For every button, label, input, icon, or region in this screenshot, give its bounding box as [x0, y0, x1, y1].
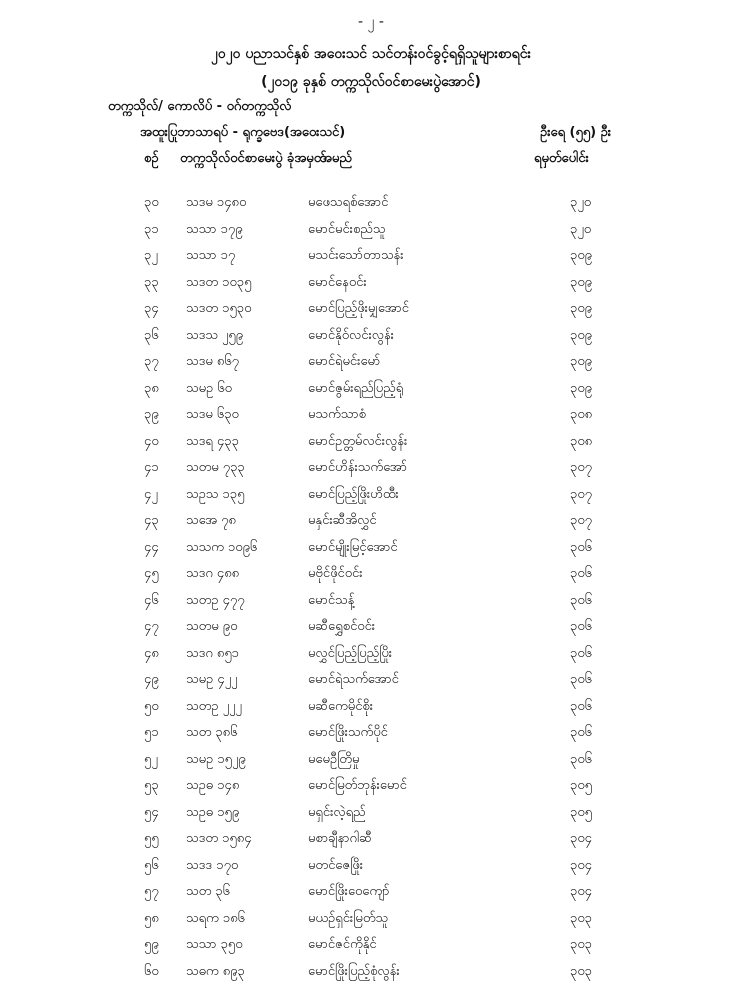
total-marks: ၃၀၆	[570, 618, 592, 637]
table-row	[0, 296, 742, 323]
total-marks: ၃၀၈	[570, 433, 592, 452]
department-line: တက္ကသိုလ်/ ကောလိပ် - ဝဂ်တက္ကသိုလ်	[108, 98, 291, 117]
table-row	[0, 641, 742, 668]
roll-number: သဥသ ၁၃၅	[186, 486, 244, 505]
results-table	[0, 190, 742, 985]
total-marks: ၃၀၉	[570, 353, 592, 372]
row-number: ၅၇	[144, 883, 159, 902]
student-name: မောင်ပြည့်ဖိုးမျှအောင်	[308, 300, 409, 319]
roll-number: သရက ၁၈၆	[186, 910, 245, 929]
table-row	[0, 535, 742, 562]
total-marks: ၃၀၃	[570, 963, 592, 982]
row-number: ၅၆	[144, 857, 159, 876]
total-marks: ၃၀၆	[570, 565, 592, 584]
student-name: မောင်နိုဝ်လင်းလွန်း	[308, 327, 394, 346]
row-number: ၄၉	[144, 671, 159, 690]
table-row	[0, 959, 742, 985]
student-name: မောင်ဇင်ကိုနိုင်	[308, 936, 377, 955]
total-marks: ၃၀၄	[570, 857, 592, 876]
row-number: ၅၄	[144, 804, 159, 823]
student-name: မောင်ဖြိုးဝေကျော်	[308, 883, 390, 902]
total-marks: ၃၀၉	[570, 327, 592, 346]
row-number: ၄၃	[144, 512, 159, 531]
total-marks: ၃၀၇	[570, 512, 592, 531]
total-marks: ၃၀၆	[570, 698, 592, 717]
total-marks: ၃၀၆	[570, 539, 592, 558]
roll-number: သတ ၃၈၆	[186, 724, 237, 743]
row-number: ၅၁	[144, 724, 159, 743]
total-marks: ၃၀၄	[570, 830, 592, 849]
student-name: မောင်ဖြိုးပြည့်စုံလွန်း	[308, 963, 400, 982]
total-marks: ၃၀၆	[570, 592, 592, 611]
row-number: ၄၂	[144, 486, 158, 505]
table-row	[0, 376, 742, 403]
roll-number: သဒတ ၁၅၃၀	[186, 300, 251, 319]
roll-number: သဥဓ ၁၅၉	[186, 804, 239, 823]
table-row	[0, 349, 742, 376]
roll-number: သသာ ၁၇၉	[186, 221, 243, 240]
row-number: ၃၄	[144, 300, 159, 319]
roll-number: သတ ၃၆	[186, 883, 230, 902]
roll-number: သတမ ၉၀	[186, 618, 237, 637]
total-marks: ၃၀၉	[570, 274, 592, 293]
row-number: ၅၃	[144, 777, 159, 796]
row-number: ၅၅	[144, 830, 159, 849]
student-name: မမေဦတြိမှု	[308, 751, 359, 770]
row-number: ၄၇	[144, 618, 159, 637]
total-marks: ၃၀၇	[570, 459, 592, 478]
roll-number: သဒမ ၈၆၇	[186, 353, 239, 372]
table-row	[0, 932, 742, 959]
total-marks: ၃၀၉	[570, 380, 592, 399]
row-number: ၅၀	[144, 698, 159, 717]
row-number: ၅၉	[144, 936, 159, 955]
row-number: ၅၈	[144, 910, 159, 929]
table-row	[0, 270, 742, 297]
total-marks: ၃၀၃	[570, 936, 592, 955]
header-total-marks: ရမှတ်ပေါင်း	[534, 150, 589, 169]
student-name: မသက်သာစံ	[308, 406, 366, 425]
roll-number: သဒဒ ၁၇၀	[186, 857, 238, 876]
total-marks: ၃၀၃	[570, 910, 592, 929]
major-subject-line: အထူးပြုဘာသာရပ် - ရုက္ခဗေဒ(အဝေးသင်)	[140, 124, 345, 143]
roll-number: သဓက ၈၉၃	[186, 963, 245, 982]
table-row	[0, 720, 742, 747]
total-marks: ၃၀၆	[570, 724, 592, 743]
row-number: ၆၀	[144, 963, 159, 982]
student-name: မဆီကေမိုင်စိုး	[308, 698, 373, 717]
table-row	[0, 588, 742, 615]
student-name: မောင်ဟိန်းသက်အော်	[308, 459, 407, 478]
roll-number: သဥဓ ၁၄၈	[186, 777, 239, 796]
row-number: ၃၃	[144, 274, 159, 293]
total-marks: ၃၂၀	[570, 194, 591, 213]
total-marks: ၃၀၉	[570, 247, 592, 266]
table-row	[0, 190, 742, 217]
table-row	[0, 667, 742, 694]
roll-number: သသက ၁၀၉၆	[186, 539, 257, 558]
student-name: မောင်ပြည့်ဖြိုးဟိထီး	[308, 486, 399, 505]
row-number: ၃၁	[144, 221, 159, 240]
total-marks: ၃၀၅	[570, 804, 592, 823]
table-row	[0, 455, 742, 482]
table-row	[0, 482, 742, 509]
student-name: မတင်ဇေဖြိုး	[308, 857, 363, 876]
document-title: ၂၀၂၀ ပညာသင်နှစ် အဝေးသင် သင်တန်းဝင်ခွင့်ရရှိသူများစာရင်း	[0, 44, 742, 65]
roll-number: သဒမ ၆၃၀	[186, 406, 239, 425]
roll-number: သအေ ၇၈	[186, 512, 236, 531]
row-number: ၃၀	[144, 194, 159, 213]
table-row	[0, 402, 742, 429]
page-number: - ၂ -	[0, 12, 742, 33]
table-row	[0, 800, 742, 827]
row-number: ၃၆	[144, 327, 159, 346]
student-name: မဗိုင်ဖိုင်ဝင်း	[308, 565, 363, 584]
roll-number: သဒတ ၁၀၃၅	[186, 274, 251, 293]
roll-number: သဒဂ ၄၈၈	[186, 565, 239, 584]
total-marks: ၃၀၆	[570, 751, 592, 770]
roll-number: သတဥ ၄၇၇	[186, 592, 245, 611]
student-name: မသင်းသော်တာသန်း	[308, 247, 404, 266]
header-roll-number: တက္ကသိုလ်ဝင်စာမေးပွဲ ခုံအမှတ်	[180, 150, 310, 168]
student-name: မလွှင်ပြည့်ပြည့်ပြိုး	[308, 645, 392, 664]
student-name: မောင်ရဲသက်အောင်	[308, 671, 399, 690]
roll-number: သမဥ ၆၀	[186, 380, 232, 399]
student-name: မောင်ဖြိုးသက်ပိုင်	[308, 724, 388, 743]
student-name: မောင်ရဲမင်းမော်	[308, 353, 380, 372]
student-count: ဦးရေ (၅၅) ဦး	[540, 124, 611, 143]
roll-number: သတဥ ၂၂၂	[186, 698, 242, 717]
roll-number: သဒမ ၁၄၈၀	[186, 194, 246, 213]
table-row	[0, 826, 742, 853]
row-number: ၅၂	[144, 751, 158, 770]
student-name: မောင်သန့်	[308, 592, 354, 611]
student-name: မစာချီနာဂါဆီ	[308, 830, 372, 849]
total-marks: ၃၀၆	[570, 671, 592, 690]
total-marks: ၃၀၇	[570, 486, 592, 505]
table-row	[0, 853, 742, 880]
table-row	[0, 694, 742, 721]
table-row	[0, 747, 742, 774]
row-number: ၃၇	[144, 353, 159, 372]
total-marks: ၃၀၈	[570, 406, 592, 425]
student-name: မနှင်းဆီအိလွှင်	[308, 512, 377, 531]
student-name: မဆီရွှေစင်ဝင်း	[308, 618, 375, 637]
roll-number: သဒရ ၄၃၃	[186, 433, 239, 452]
roll-number: သဒတ ၁၅၈၄	[186, 830, 252, 849]
row-number: ၃၉	[144, 406, 159, 425]
total-marks: ၃၀၆	[570, 645, 592, 664]
student-name: မယဥ်ရှင်းမြတ်သူ	[308, 910, 388, 929]
student-name: မောင်မင်းစည်သူ	[308, 221, 385, 240]
row-number: ၄၁	[144, 459, 159, 478]
student-name: မောင်ဇွမ်းရည်ပြည့်ရုံ	[308, 380, 403, 399]
table-row	[0, 243, 742, 270]
table-row	[0, 614, 742, 641]
row-number: ၄၅	[144, 565, 159, 584]
table-row	[0, 217, 742, 244]
roll-number: သဒဂ ၈၅၁	[186, 645, 239, 664]
student-name: မောင်နေဝင်း	[308, 274, 367, 293]
document-subtitle: (၂၀၁၉ ခုနှစ် တက္ကသိုလ်ဝင်စာမေးပွဲအောင်)	[0, 72, 742, 93]
header-name: အမည်	[320, 150, 352, 169]
row-number: ၄၆	[144, 592, 159, 611]
row-number: ၃၈	[144, 380, 159, 399]
total-marks: ၃၀၅	[570, 777, 592, 796]
table-row	[0, 429, 742, 456]
student-name: မောင်မြတ်ဘုန်းမောင်	[308, 777, 407, 796]
total-marks: ၃၀၉	[570, 300, 592, 319]
student-name: မောင်မျိုးမြင့်အောင်	[308, 539, 398, 558]
table-row	[0, 561, 742, 588]
total-marks: ၃၂၀	[570, 221, 591, 240]
roll-number: သမဥ ၄၂၂	[186, 671, 237, 690]
roll-number: သသာ ၃၅၀	[186, 936, 243, 955]
table-row	[0, 323, 742, 350]
roll-number: သသာ ၁၇	[186, 247, 235, 266]
table-row	[0, 906, 742, 933]
table-row	[0, 508, 742, 535]
roll-number: သတမ ၇၃၃	[186, 459, 245, 478]
student-name: မောင်ဥတ္တမ်လင်းလွန်း	[308, 433, 407, 452]
roll-number: သဒသ ၂၅၉	[186, 327, 243, 346]
header-no: စဉ်	[144, 150, 159, 169]
table-row	[0, 879, 742, 906]
total-marks: ၃၀၄	[570, 883, 592, 902]
row-number: ၄၈	[144, 645, 159, 664]
row-number: ၄၀	[144, 433, 159, 452]
student-name: မဖေသရစ်အောင်	[308, 194, 388, 213]
roll-number: သမဥ ၁၅၂၉	[186, 751, 246, 770]
student-name: မရှင်းလဲ့ရည်	[308, 804, 366, 823]
row-number: ၄၄	[144, 539, 159, 558]
row-number: ၃၂	[144, 247, 158, 266]
table-row	[0, 773, 742, 800]
